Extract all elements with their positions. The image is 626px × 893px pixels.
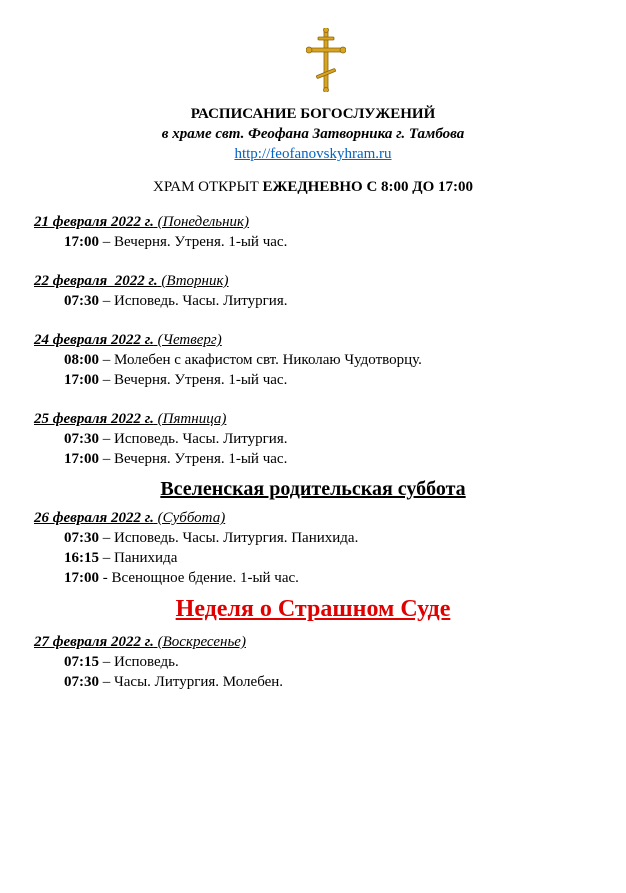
service-entry [64, 350, 422, 370]
service-separator: – [99, 431, 114, 447]
service-separator: – [99, 674, 114, 690]
service-text: Вечерня. Утреня. 1-ый час. [114, 234, 288, 250]
page-title: РАСПИСАНИЕ БОГОСЛУЖЕНИЙ [190, 106, 436, 122]
feast-heading-sunday: Неделя о Страшном Суде [175, 596, 451, 622]
service-separator: – [99, 451, 114, 467]
service-separator: – [99, 654, 114, 670]
service-separator: – [99, 550, 114, 566]
day-date: 21 февраля 2022 г. [34, 214, 154, 230]
service-separator: – [99, 352, 114, 368]
service-entry [64, 449, 287, 469]
service-text: Исповедь. Часы. Литургия. Панихида. [114, 530, 359, 546]
day-date: 25 февраля 2022 г. [34, 411, 154, 427]
service-text: Часы. Литургия. Молебен. [114, 674, 284, 690]
day-heading [34, 212, 249, 232]
day-heading [34, 632, 246, 652]
website-line [0, 144, 626, 164]
service-entry [64, 370, 287, 390]
service-time: 07:30 [64, 431, 99, 447]
service-time: 07:30 [64, 674, 99, 690]
service-time: 08:00 [64, 352, 99, 368]
hours-prefix: ХРАМ ОТКРЫТ [153, 179, 263, 195]
day-weekday: (Понедельник) [153, 214, 250, 230]
service-time: 17:00 [64, 570, 99, 586]
service-time: 07:15 [64, 654, 99, 670]
hours-value: ЕЖЕДНЕВНО С 8:00 ДО 17:00 [262, 179, 473, 195]
opening-hours [0, 177, 626, 197]
service-time: 17:00 [64, 372, 99, 388]
day-weekday: (Пятница) [153, 411, 227, 427]
day-date: 27 февраля 2022 г. [34, 634, 154, 650]
service-text: Исповедь. Часы. Литургия. [114, 431, 288, 447]
orthodox-cross-icon [306, 28, 346, 92]
service-time: 16:15 [64, 550, 99, 566]
service-entry [64, 429, 287, 449]
service-text: Вечерня. Утреня. 1-ый час. [114, 451, 288, 467]
service-text: Всенощное бдение. 1-ый час. [111, 570, 299, 586]
day-heading [34, 508, 225, 528]
service-text: Вечерня. Утреня. 1-ый час. [114, 372, 288, 388]
service-separator: – [99, 234, 114, 250]
service-separator: – [99, 530, 114, 546]
service-text: Исповедь. Часы. Литургия. [114, 293, 288, 309]
service-time: 07:30 [64, 530, 99, 546]
day-date: 22 февраля 2022 г. [34, 273, 158, 289]
service-text: Молебен с акафистом свт. Николаю Чудотворцу. [114, 352, 422, 368]
service-time: 07:30 [64, 293, 99, 309]
day-heading [34, 409, 226, 429]
church-name: в храме свт. Феофана Затворника г. Тамбова [161, 126, 465, 142]
service-separator: – [99, 293, 114, 309]
service-text: Панихида [114, 550, 178, 566]
service-entry [64, 672, 283, 692]
service-entry [64, 652, 179, 672]
day-weekday: (Четверг) [153, 332, 222, 348]
website-link[interactable]: http://feofanovskyhram.ru [234, 146, 392, 162]
day-weekday: (Суббота) [153, 510, 226, 526]
service-text: Исповедь. [114, 654, 179, 670]
feast-heading-saturday: Вселенская родительская суббота [160, 478, 466, 500]
service-entry [64, 528, 358, 548]
service-entry [64, 232, 287, 252]
day-heading [34, 330, 222, 350]
service-entry [64, 568, 299, 588]
service-entry [64, 548, 177, 568]
service-separator: – [99, 372, 114, 388]
day-weekday: (Вторник) [157, 273, 229, 289]
service-entry [64, 291, 287, 311]
service-separator: - [99, 570, 112, 586]
day-heading [34, 271, 229, 291]
day-date: 26 февраля 2022 г. [34, 510, 154, 526]
day-weekday: (Воскресенье) [153, 634, 246, 650]
service-time: 17:00 [64, 234, 99, 250]
service-time: 17:00 [64, 451, 99, 467]
day-date: 24 февраля 2022 г. [34, 332, 154, 348]
